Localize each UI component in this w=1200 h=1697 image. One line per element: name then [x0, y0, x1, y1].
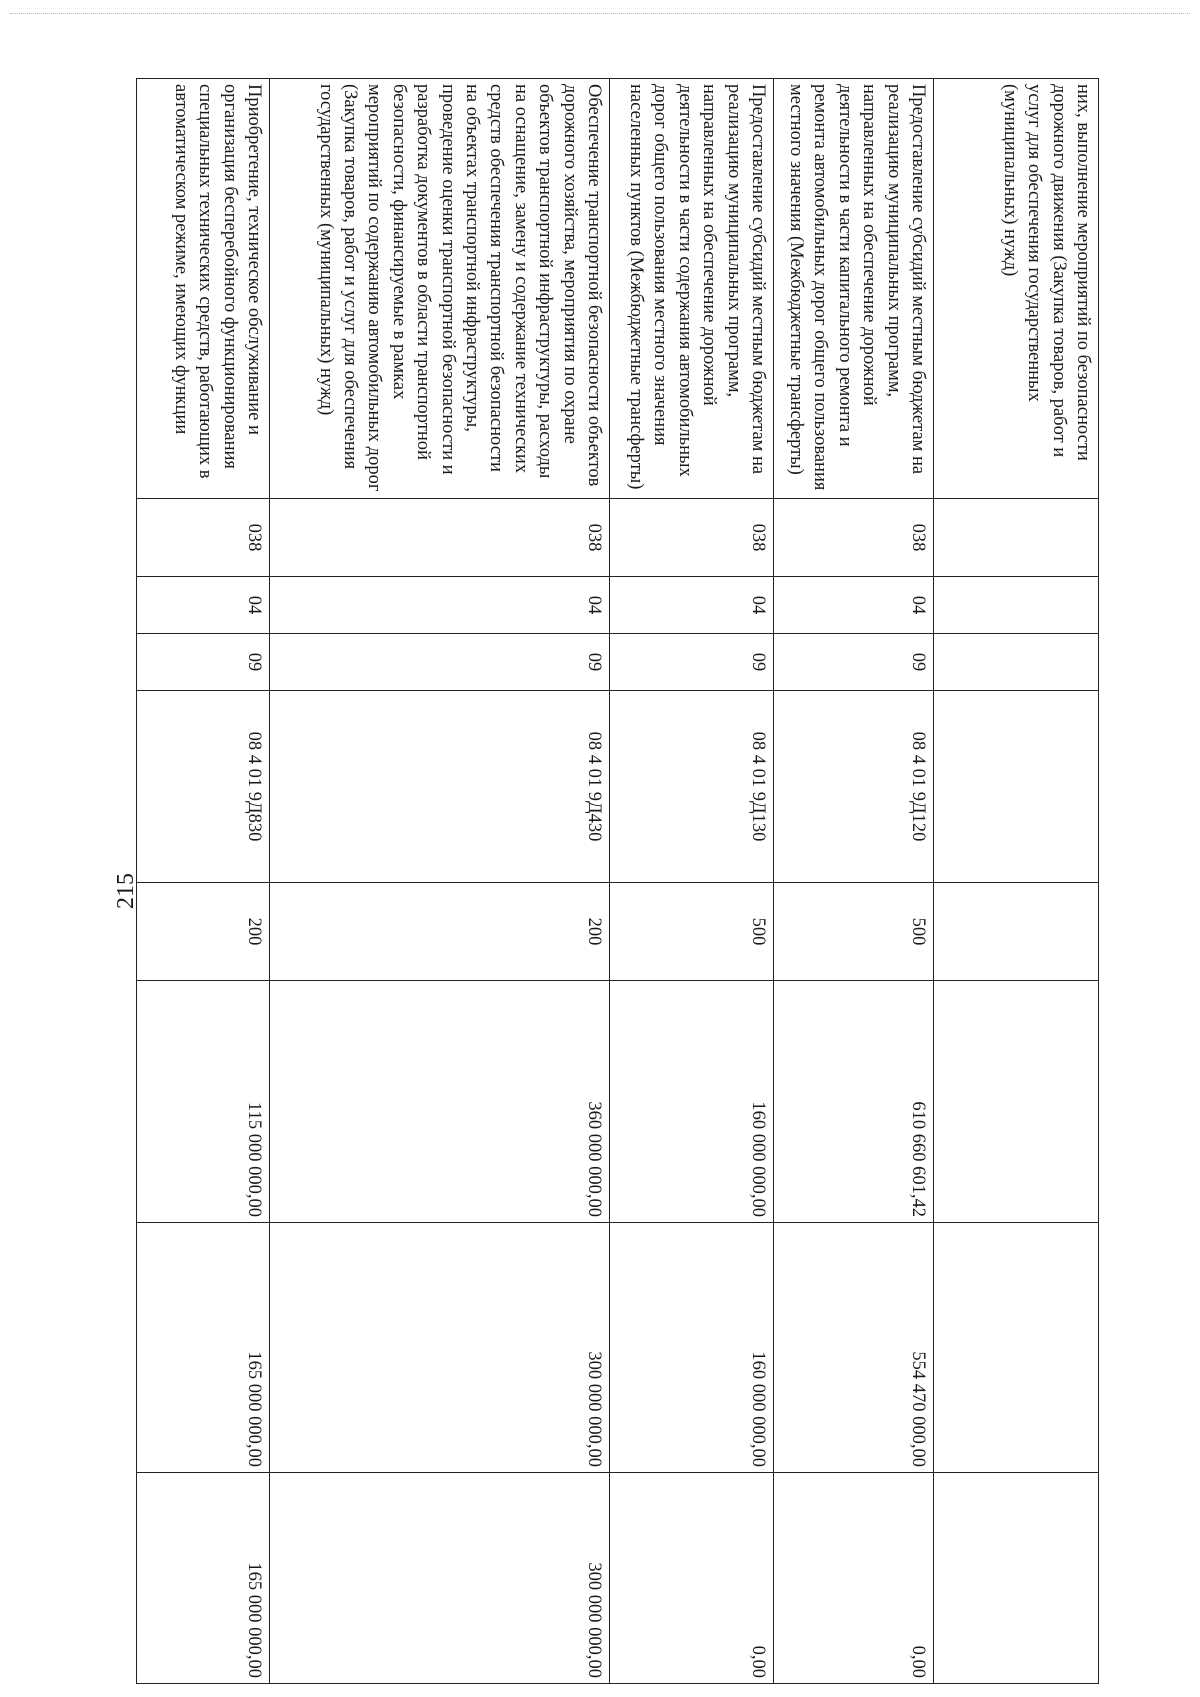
rotated-table-container: [137, 78, 1099, 1683]
target-article-code: 08 4 01 9Д130: [610, 691, 774, 883]
target-article-code: [934, 691, 1099, 883]
table-row: [270, 79, 610, 1684]
scan-top-edge: [10, 13, 1190, 14]
target-article-code: 08 4 01 9Д430: [270, 691, 610, 883]
subsection-code: 09: [270, 634, 610, 691]
expense-name: Обеспечение транспортной безопасности объектов дорожного хозяйства, мероприятия по охране объектов транспортной инфраструктуры, расходы на оснащение, замену и содержание технических средств обеспечения транспортной безопасности на объектах транспортной инфраструктуры, проведение оценки транспортной безопасности и разработка документов в области транспортной безопасности, финансируемые в рамках мероприятий по содержанию автомобильных дорог (Закупка товаров, работ и услуг для обеспечения государственных (муниципальных) нужд): [270, 79, 610, 499]
amount-year-1: 360 000 000,00: [270, 981, 610, 1223]
amount-year-1: 115 000 000,00: [137, 981, 270, 1223]
grbs-code: 038: [137, 499, 270, 577]
expense-name: Предоставление субсидий местным бюджетам на реализацию муниципальных программ, направленных на обеспечение дорожной деятельности в части капитального ремонта и ремонта автомобильных дорог общего пользования местного значения (Межбюджетные трансферты): [774, 79, 934, 499]
amount-year-2: 300 000 000,00: [270, 1223, 610, 1473]
amount-year-2: 165 000 000,00: [137, 1223, 270, 1473]
grbs-code: 038: [270, 499, 610, 577]
amount-year-2: 554 470 000,00: [774, 1223, 934, 1473]
expense-type-code: [934, 883, 1099, 981]
grbs-code: 038: [610, 499, 774, 577]
subsection-code: 09: [137, 634, 270, 691]
page-number: 215: [113, 873, 139, 909]
amount-year-3: [934, 1473, 1099, 1684]
section-code: 04: [774, 577, 934, 634]
budget-table: [136, 78, 1099, 1684]
expense-type-code: 500: [774, 883, 934, 981]
amount-year-3: 300 000 000,00: [270, 1473, 610, 1684]
subsection-code: [934, 634, 1099, 691]
grbs-code: 038: [774, 499, 934, 577]
table-row: [137, 79, 270, 1684]
amount-year-2: 160 000 000,00: [610, 1223, 774, 1473]
table-row: [610, 79, 774, 1684]
amount-year-3: 0,00: [774, 1473, 934, 1684]
amount-year-3: 165 000 000,00: [137, 1473, 270, 1684]
expense-type-code: 200: [270, 883, 610, 981]
target-article-code: 08 4 01 9Д120: [774, 691, 934, 883]
target-article-code: 08 4 01 9Д830: [137, 691, 270, 883]
expense-type-code: 200: [137, 883, 270, 981]
amount-year-3: 0,00: [610, 1473, 774, 1684]
section-code: 04: [610, 577, 774, 634]
subsection-code: 09: [774, 634, 934, 691]
table-row: [934, 79, 1099, 1684]
expense-type-code: 500: [610, 883, 774, 981]
amount-year-2: [934, 1223, 1099, 1473]
amount-year-1: 160 000 000,00: [610, 981, 774, 1223]
table-row: [774, 79, 934, 1684]
grbs-code: [934, 499, 1099, 577]
section-code: 04: [137, 577, 270, 634]
expense-name: них, выполнение мероприятий по безопасности дорожного движения (Закупка товаров, работ и услуг для обеспечения государственных (муниципальных) нужд): [934, 79, 1099, 499]
expense-name: Предоставление субсидий местным бюджетам на реализацию муниципальных программ, направленных на обеспечение дорожной деятельности в части содержания автомобильных дорог общего пользования местного значения населенных пунктов (Межбюджетные трансферты): [610, 79, 774, 499]
expense-name: Приобретение, техническое обслуживание и организация бесперебойного функционирования специальных технических средств, работающих в автоматическом режиме, имеющих функции: [137, 79, 270, 499]
amount-year-1: [934, 981, 1099, 1223]
section-code: [934, 577, 1099, 634]
amount-year-1: 610 660 601,42: [774, 981, 934, 1223]
section-code: 04: [270, 577, 610, 634]
subsection-code: 09: [610, 634, 774, 691]
